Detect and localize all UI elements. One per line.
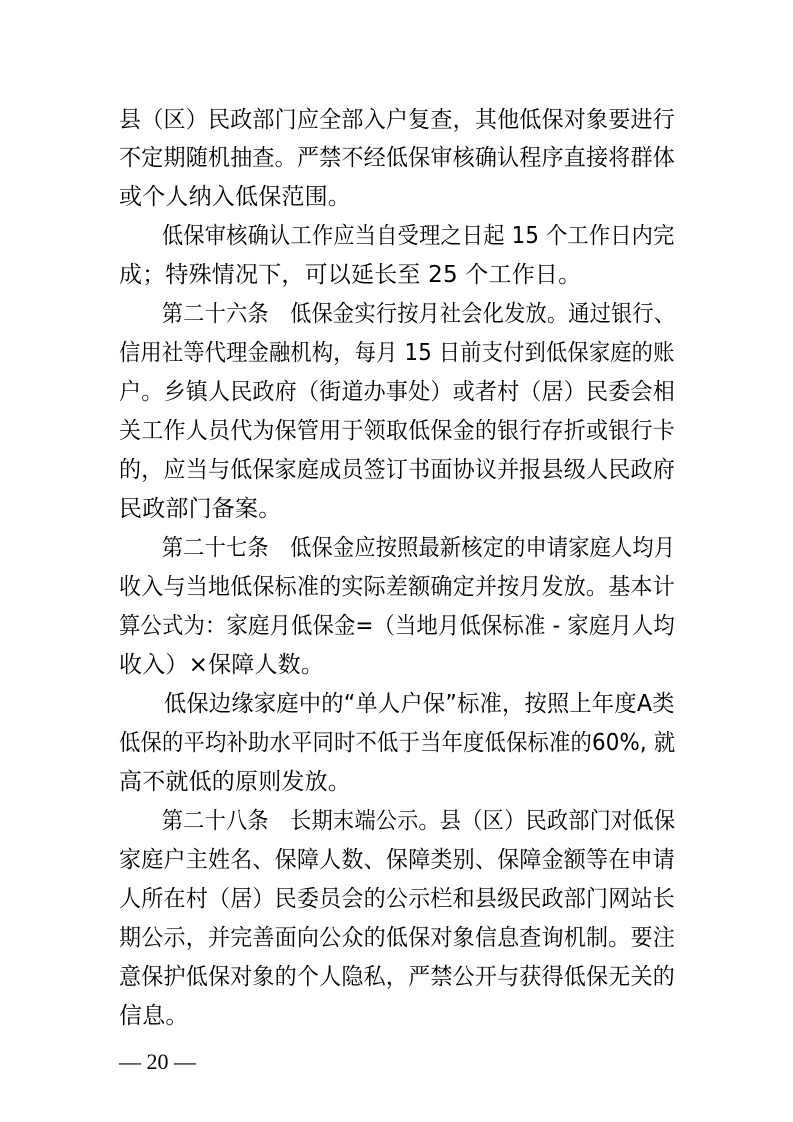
text-line: 收入与当地低保标准的实际差额确定并按月发放。基本计 xyxy=(119,574,675,600)
text-line: 意保护低保对象的个人隐私，严禁公开与获得低保无关的 xyxy=(119,964,675,990)
text-line: 算公式为：家庭月低保金=（当地月低保标准 - 家庭月人均 xyxy=(119,613,675,639)
page-number: — 20 — xyxy=(119,1049,196,1074)
text-line: 户。乡镇人民政府（街道办事处）或者村（居）民委会相 xyxy=(119,379,675,405)
text-line: 不定期随机抽查。严禁不经低保审核确认程序直接将群体 xyxy=(119,145,675,171)
text-line: 高不就低的原则发放。 xyxy=(119,769,351,795)
text-line: 信用社等代理金融机构，每月 15 日前支付到低保家庭的账 xyxy=(119,340,675,366)
text-line: 第二十八条 长期末端公示。县（区）民政部门对低保 xyxy=(119,808,676,834)
text-line: 或个人纳入低保范围。 xyxy=(119,184,351,210)
text-line: 期公示，并完善面向公众的低保对象信息查询机制。要注 xyxy=(119,925,675,951)
text-line: 第二十六条 低保金实行按月社会化发放。通过银行、 xyxy=(119,301,676,327)
text-line: 家庭户主姓名、保障人数、保障类别、保障金额等在申请 xyxy=(119,847,675,873)
text-line: 信息。 xyxy=(119,1003,189,1029)
text-line: 民政部门备案。 xyxy=(119,496,282,522)
text-line: 第二十七条 低保金应按照最新核定的申请家庭人均月 xyxy=(119,535,676,561)
text-line: 收入）×保障人数。 xyxy=(119,652,325,678)
text-line: 人所在村（居）民委员会的公示栏和县级民政部门网站长 xyxy=(119,886,675,912)
text-line: 县（区）民政部门应全部入户复查，其他低保对象要进行 xyxy=(119,107,675,133)
text-line: 关工作人员代为保管用于领取低保金的银行存折或银行卡 xyxy=(119,418,675,444)
text-line: 的，应当与低保家庭成员签订书面协议并报县级人民政府 xyxy=(119,457,675,483)
text-line: 低保边缘家庭中的“单人户保”标准，按照上年度A类 xyxy=(119,691,675,717)
text-line: 低保的平均补助水平同时不低于当年度低保标准的60%, 就 xyxy=(119,730,676,756)
text-line: 低保审核确认工作应当自受理之日起 15 个工作日内完 xyxy=(119,223,675,249)
text-line: 成；特殊情况下，可以延长至 25 个工作日。 xyxy=(119,262,582,288)
